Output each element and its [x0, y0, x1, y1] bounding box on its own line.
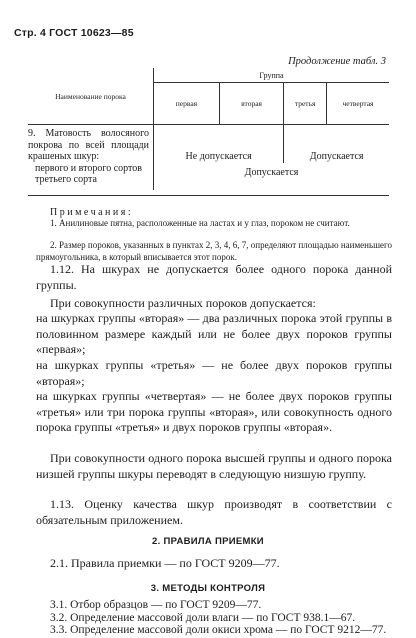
clause-1-13: 1.13. Оценку качества шкур производят в соответствии с обязательным приложением.: [36, 497, 392, 527]
cell-allowed-all: Допускается: [244, 166, 299, 178]
clause-3-1: 3.1. Отбор образцов — по ГОСТ 9209—77.: [50, 599, 262, 611]
paragraph-combination: При совокупности различных пороков допускается:: [50, 296, 316, 310]
paragraph-group-fourth: на шкурках группы «четвертая» — не более двух пороков группы «третья» или три порока группы «вторая», или совокупность одного порока группы «третья» и двух пороков группы «вторая».: [36, 389, 392, 435]
defect-name-cell: [28, 125, 154, 191]
column-header-group-3: третья: [284, 83, 327, 125]
clause-3-2: 3.2. Определение массовой доли влаги — по ГОСТ 938.1—67.: [50, 612, 356, 624]
clause-2-1: 2.1. Правила приемки — по ГОСТ 9209—77.: [50, 556, 280, 570]
table-row: [28, 125, 389, 163]
note-2: 2. Размер пороков, указанных в пунктах 2, 3, 4, 6, 7, определяют площадью наименьшего прямоугольника, в который вписывается этот порок.: [36, 240, 392, 262]
table-continuation-label: Продолжение табл. 3: [288, 56, 386, 67]
cell-not-allowed: Не допускается: [154, 125, 284, 163]
clause-3-3: 3.3. Определение массовой доли окиси хрома — по ГОСТ 9212—77.: [50, 624, 387, 636]
cell-allowed: Допускается: [309, 151, 364, 162]
table-bottom-rule: [28, 195, 389, 196]
defect-sub-grade-1-2: первого и второго сортов: [35, 162, 142, 174]
paragraph-group-third: на шкурках группы «третья» — не более двух пороков группы «вторая»;: [36, 358, 392, 388]
page-header: Стр. 4 ГОСТ 10623—85: [14, 27, 134, 39]
paragraph-higher-group: При совокупности одного порока высшей группы и одного порока низшей группы шкуры переводят в следующую низшую группу.: [36, 451, 392, 481]
note-1: 1. Анилиновые пятна, расположенные на ластах и у глаз, пороком не считают.: [50, 218, 350, 228]
column-header-group-1: первая: [154, 83, 220, 125]
clause-1-12: 1.12. На шкурах не допускается более одного порока данной группы.: [36, 262, 392, 292]
column-header-group: Группа: [154, 68, 390, 83]
paragraph-group-second: на шкурках группы «вторая» — два различных порока этой группы в половинном размере каждый или не более двух пороков группы «первая»;: [36, 311, 392, 357]
column-header-defect-name: Наименование порока: [28, 68, 154, 125]
defect-sub-grade-3: третьего сорта: [35, 174, 97, 185]
section-3-title: 3. МЕТОДЫ КОНТРОЛЯ: [150, 583, 266, 594]
notes-title: Примечания:: [50, 207, 134, 218]
section-2-title: 2. ПРАВИЛА ПРИЕМКИ: [152, 536, 264, 547]
column-header-group-2: вторая: [219, 83, 283, 125]
column-header-group-4: четвертая: [327, 83, 389, 125]
defects-table: [28, 68, 389, 190]
defect-name: 9. Матовость волосяного покрова по всей площади крашеных шкур:: [28, 128, 149, 162]
